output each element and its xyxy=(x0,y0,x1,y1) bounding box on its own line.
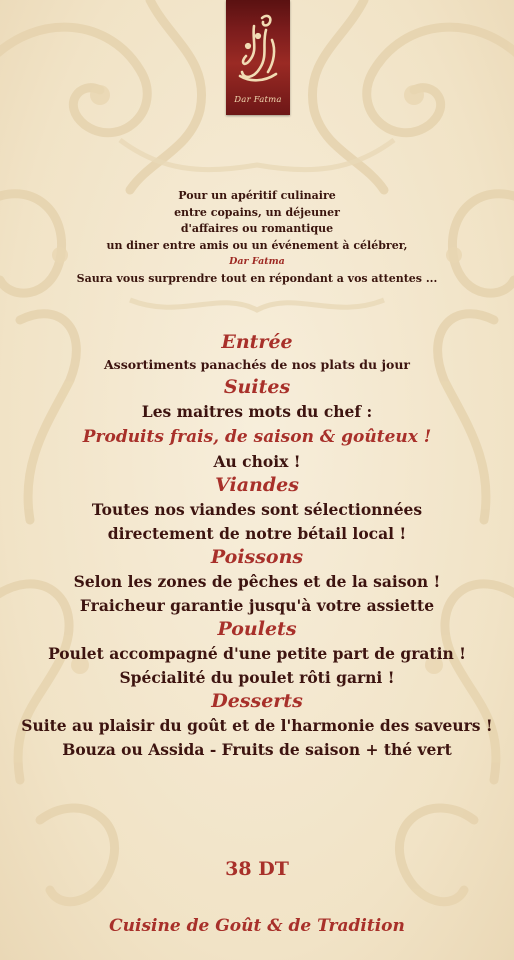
logo-text: Dar Fatma xyxy=(234,95,282,105)
poissons-line: Selon les zones de pêches et de la saison ! xyxy=(73,572,441,591)
suites-highlight: Produits frais, de saison & goûteux ! xyxy=(82,426,432,447)
desserts-line: Bouza ou Assida - Fruits de saison + thé vert xyxy=(62,739,452,759)
intro-paragraph xyxy=(0,188,514,288)
section-title-viandes: Viandes xyxy=(215,474,299,496)
poulets-line: Spécialité du poulet rôti garni ! xyxy=(119,667,395,687)
intro-brand: Dar Fatma xyxy=(229,256,285,268)
section-title-poissons: Poissons xyxy=(210,546,304,568)
brand-logo xyxy=(226,0,290,115)
intro-line: Pour un apéritif culinaire xyxy=(178,189,336,202)
viandes-line: Toutes nos viandes sont sélectionnées xyxy=(91,500,423,519)
suites-line: Au choix ! xyxy=(213,451,301,471)
intro-line: un diner entre amis ou un événement à célébrer, xyxy=(106,238,408,252)
calligraphy-logo-icon xyxy=(232,10,284,92)
section-title-entree: Entrée xyxy=(221,331,293,353)
tagline: Cuisine de Goût & de Tradition xyxy=(109,916,405,936)
desserts-line: Suite au plaisir du goût et de l'harmonie des saveurs ! xyxy=(21,716,493,735)
menu-price: 38 DT xyxy=(225,858,289,880)
intro-line: d'affaires ou romantique xyxy=(180,222,334,236)
section-title-desserts: Desserts xyxy=(211,690,303,712)
section-title-poulets: Poulets xyxy=(217,618,297,640)
viandes-line: directement de notre bétail local ! xyxy=(107,523,407,543)
intro-closing: Saura vous surprendre tout en répondant a vos attentes ... xyxy=(76,271,438,285)
poissons-line: Fraicheur garantie jusqu'à votre assiette xyxy=(79,595,435,615)
intro-line: entre copains, un déjeuner xyxy=(174,205,340,219)
suites-line: Les maitres mots du chef : xyxy=(141,402,373,421)
poulets-line: Poulet accompagné d'une petite part de gratin ! xyxy=(48,644,466,663)
menu-sections xyxy=(0,330,514,761)
entree-line: Assortiments panachés de nos plats du jour xyxy=(103,357,411,372)
section-title-suites: Suites xyxy=(223,376,291,398)
